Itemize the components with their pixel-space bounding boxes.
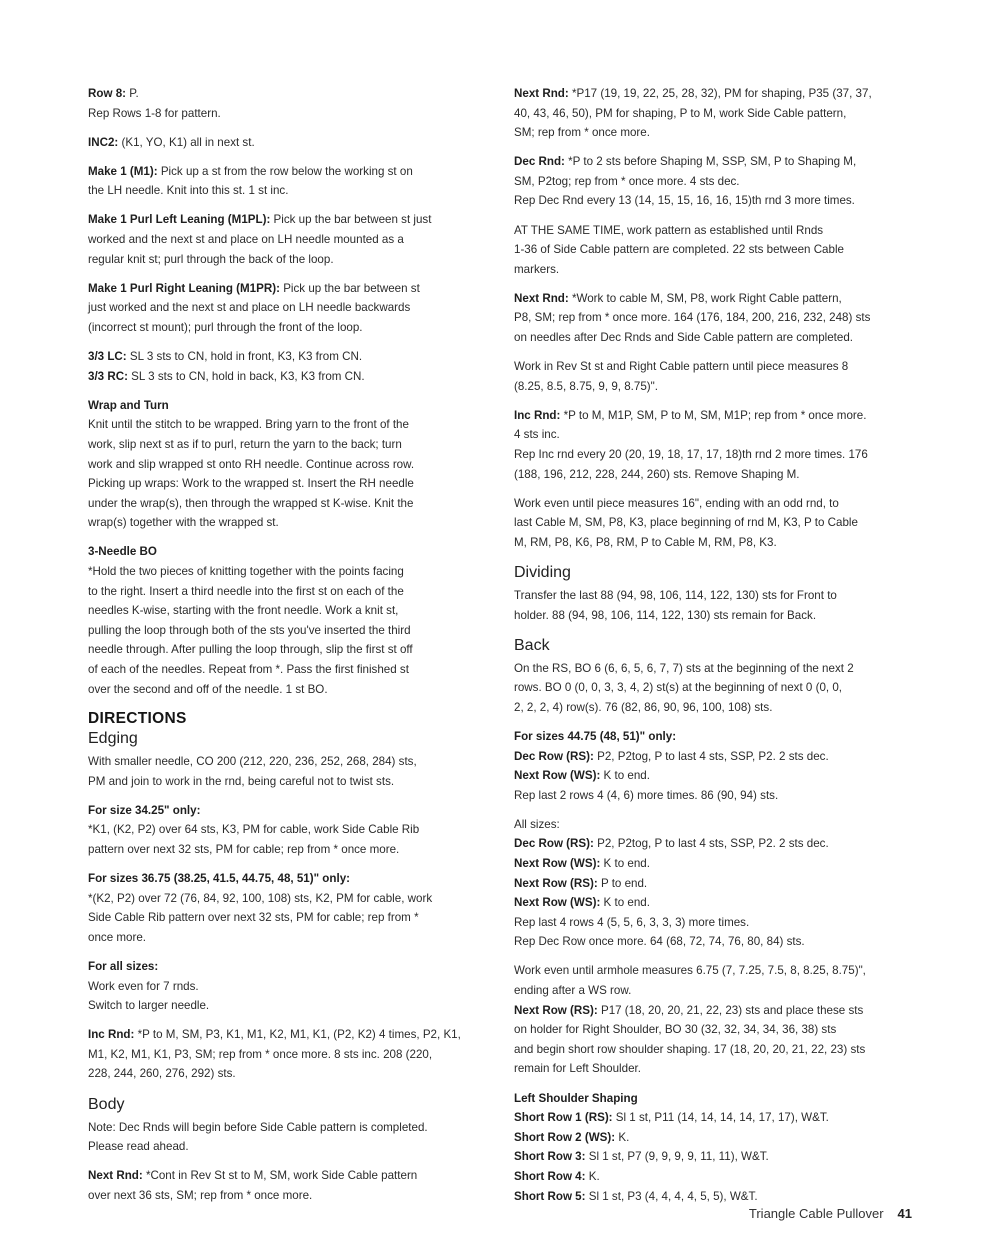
text-line: [88, 455, 488, 475]
body-text: work, slip next st as if to purl, return the yarn to the back; turn: [88, 437, 402, 451]
text-line: [514, 445, 914, 465]
body-text: SM; rep from * once more.: [514, 126, 650, 140]
text-line: [88, 162, 488, 182]
text-line: [88, 562, 488, 582]
term-label: Make 1 Purl Right Leaning (M1PR):: [88, 281, 280, 295]
body-text: pulling the loop through both of the sts you've inserted the third: [88, 623, 411, 637]
body-text: Work even until piece measures 16", ending with an odd rnd, to: [514, 496, 839, 510]
text-line: [514, 191, 914, 211]
page-footer: [749, 1206, 912, 1221]
text-line: [88, 279, 488, 299]
body-text: Sl 1 st, P11 (14, 14, 14, 14, 17, 17), W&T.: [612, 1111, 829, 1125]
instruction-paragraph: [514, 586, 914, 625]
body-text: *K1, (K2, P2) over 64 sts, K3, PM for cable, work Side Cable Rib: [88, 823, 420, 837]
text-line: [514, 981, 914, 1001]
text-line: [514, 494, 914, 514]
body-text: All sizes:: [514, 817, 560, 831]
body-text: On the RS, BO 6 (6, 6, 5, 6, 7, 7) sts at the beginning of the next 2: [514, 661, 854, 675]
term-label: 3/3 RC:: [88, 369, 128, 383]
text-line: [514, 606, 914, 626]
body-text: *Hold the two pieces of knitting together with the points facing: [88, 564, 404, 578]
text-line: [88, 133, 488, 153]
section-heading: Back: [514, 636, 550, 654]
body-text: (188, 196, 212, 228, 244, 260) sts. Remove Shaping M.: [514, 467, 800, 481]
text-line: [514, 533, 914, 553]
instruction-paragraph: [514, 289, 914, 348]
body-text: PM and join to work in the rnd, being careful not to twist sts.: [88, 774, 395, 788]
term-label: Next Rnd:: [514, 291, 569, 305]
term-label: Wrap and Turn: [88, 398, 169, 412]
text-line: [514, 425, 914, 445]
body-text: last Cable M, SM, P8, K3, place beginning of rnd M, K3, P to Cable: [514, 516, 858, 530]
body-text: SL 3 sts to CN, hold in front, K3, K3 from CN.: [126, 350, 363, 364]
text-line: [514, 815, 914, 835]
body-text: Pick up the bar between st just: [270, 213, 432, 227]
text-line: [514, 357, 914, 377]
text-line: [514, 406, 914, 426]
instruction-paragraph: [514, 961, 914, 1079]
instruction-paragraph: [88, 1118, 488, 1157]
text-line: [514, 586, 914, 606]
term-label: Next Row (WS):: [514, 769, 601, 783]
text-line: [514, 834, 914, 854]
body-text: rows. BO 0 (0, 0, 3, 3, 4, 2) st(s) at the beginning of next 0 (0, 0,: [514, 681, 843, 695]
term-label: Inc Rnd:: [514, 408, 561, 422]
text-line: [88, 601, 488, 621]
body-text: pattern over next 32 sts, PM for cable; rep from * once more.: [88, 843, 400, 856]
body-text: *Work to cable M, SM, P8, work Right Cable pattern,: [568, 291, 842, 305]
body-text: on holder for Right Shoulder, BO 30 (32, 32, 34, 34, 36, 38) sts: [514, 1023, 837, 1037]
text-line: [88, 752, 488, 772]
body-text: K to end.: [600, 769, 650, 783]
section-heading: Body: [88, 1095, 125, 1113]
term-label: INC2:: [88, 135, 119, 149]
body-text: Picking up wraps: Work to the wrapped st. Insert the RH needle: [88, 477, 414, 491]
body-text: just worked and the next st and place on LH needle backwards: [88, 301, 411, 315]
text-line: [514, 289, 914, 309]
term-label: Short Row 1 (RS):: [514, 1111, 613, 1125]
text-line: [514, 221, 914, 241]
text-line: [514, 1059, 914, 1079]
body-text: 2, 2, 2, 4) row(s). 76 (82, 86, 90, 96, 100, 108) sts.: [514, 700, 773, 714]
text-line: [514, 240, 914, 260]
text-line: [514, 104, 914, 124]
text-line: [514, 260, 914, 280]
instruction-paragraph: [514, 659, 914, 718]
body-text: to the right. Insert a third needle into the first st on each of the: [88, 584, 404, 598]
text-line: [88, 104, 488, 124]
text-line: [514, 172, 914, 192]
body-text: 4 sts inc.: [514, 428, 560, 442]
text-line: [514, 1187, 914, 1207]
body-text: Rep Dec Row once more. 64 (68, 72, 74, 76, 80, 84) sts.: [514, 935, 805, 949]
body-text: SM, P2tog; rep from * once more. 4 sts dec.: [514, 174, 740, 188]
text-line: [88, 1025, 488, 1045]
body-text: 228, 244, 260, 276, 292) sts.: [88, 1067, 236, 1081]
instruction-paragraph: [88, 1025, 488, 1084]
text-line: [88, 928, 488, 948]
text-line: [88, 801, 488, 821]
body-text: markers.: [514, 262, 560, 276]
body-text: Rep Inc rnd every 20 (20, 19, 18, 17, 17, 18)th rnd 2 more times. 176: [514, 448, 868, 461]
text-line: [88, 1045, 488, 1065]
text-line: [88, 869, 488, 889]
body-text: Rep last 2 rows 4 (4, 6) more times. 86 (90, 94) sts.: [514, 788, 779, 802]
text-line: [514, 328, 914, 348]
body-text: holder. 88 (94, 98, 106, 114, 122, 130) sts remain for Back.: [514, 608, 817, 622]
term-label: Make 1 Purl Left Leaning (M1PL):: [88, 213, 271, 227]
text-line: [514, 1108, 914, 1128]
body-text: *P to 2 sts before Shaping M, SSP, SM, P to Shaping M,: [564, 155, 857, 169]
body-text: Work in Rev St st and Right Cable pattern until piece measures 8: [514, 360, 849, 374]
body-text: Transfer the last 88 (94, 98, 106, 114, 122, 130) sts for Front to: [514, 588, 837, 602]
term-label: Inc Rnd:: [88, 1028, 135, 1042]
instruction-paragraph: [88, 957, 488, 1016]
text-line: [88, 474, 488, 494]
text-line: [88, 1118, 488, 1138]
body-text: *Cont in Rev St st to M, SM, work Side Cable pattern: [142, 1169, 418, 1183]
text-line: [88, 494, 488, 514]
footer-title: Triangle Cable Pullover: [748, 1206, 884, 1221]
term-label: For all sizes:: [88, 959, 159, 973]
text-line: [88, 977, 488, 997]
body-text: ending after a WS row.: [514, 984, 632, 998]
text-line: [514, 513, 914, 533]
body-text: K to end.: [600, 896, 650, 910]
text-line: [514, 932, 914, 952]
body-text: Work even until armhole measures 6.75 (7, 7.25, 7.5, 8, 8.25, 8.75)",: [514, 964, 866, 978]
body-text: K.: [585, 1169, 600, 1183]
body-text: Please read ahead.: [88, 1140, 189, 1154]
instruction-paragraph: [88, 347, 488, 386]
instruction-paragraph: [514, 727, 914, 805]
term-label: Next Row (RS):: [514, 876, 598, 890]
text-line: [88, 660, 488, 680]
instruction-paragraph: [514, 494, 914, 553]
text-line: [88, 230, 488, 250]
body-text: once more.: [88, 930, 146, 944]
body-text: Knit until the stitch to be wrapped. Bring yarn to the front of the: [88, 418, 409, 432]
body-text: M, RM, P8, K6, P8, RM, P to Cable M, RM, P8, K3.: [514, 535, 777, 549]
text-line: [88, 84, 488, 104]
body-text: Pick up a st from the row below the working st on: [157, 164, 413, 178]
text-line: [514, 123, 914, 143]
body-text: *P17 (19, 19, 22, 25, 28, 32), PM for shaping, P35 (37, 37,: [568, 87, 872, 100]
body-text: of each of the needles. Repeat from *. Pass the first finished st: [88, 662, 409, 676]
text-line: [88, 680, 488, 700]
body-text: remain for Left Shoulder.: [514, 1062, 641, 1076]
text-line: [88, 181, 488, 201]
instruction-paragraph: [514, 1089, 914, 1207]
instruction-paragraph: [514, 152, 914, 211]
body-text: Rep last 4 rows 4 (5, 5, 6, 3, 3, 3) more times.: [514, 915, 750, 929]
text-line: [514, 678, 914, 698]
text-line: [88, 996, 488, 1016]
instruction-paragraph: [88, 869, 488, 947]
body-text: 1-36 of Side Cable pattern are completed. 22 sts between Cable: [514, 243, 844, 257]
body-text: P2, P2tog, P to last 4 sts, SSP, P2. 2 sts dec.: [593, 749, 829, 763]
body-text: (incorrect st mount); purl through the front of the loop.: [88, 320, 363, 334]
instruction-paragraph: [88, 210, 488, 269]
text-line: [88, 1166, 488, 1186]
body-text: wrap(s) together with the wrapped st.: [88, 516, 279, 530]
term-label: Short Row 5:: [514, 1189, 586, 1203]
body-text: work and slip wrapped st onto RH needle. Continue across row.: [88, 457, 415, 471]
body-text: Sl 1 st, P7 (9, 9, 9, 9, 11, 11), W&T.: [585, 1150, 769, 1164]
body-text: P.: [126, 87, 139, 100]
term-label: Dec Rnd:: [514, 155, 565, 169]
text-line: [88, 415, 488, 435]
body-text: Side Cable Rib pattern over next 32 sts, PM for cable; rep from *: [88, 911, 419, 925]
body-text: (8.25, 8.5, 8.75, 9, 9, 8.75)".: [514, 379, 658, 393]
text-line: [88, 621, 488, 641]
body-text: on needles after Dec Rnds and Side Cable pattern are completed.: [514, 331, 854, 345]
instruction-paragraph: [88, 279, 488, 338]
text-line: [88, 396, 488, 416]
section-heading: Edging: [88, 730, 138, 748]
body-text: Note: Dec Rnds will begin before Side Cable pattern is completed.: [88, 1120, 428, 1134]
body-text: Work even for 7 rnds.: [88, 979, 199, 993]
text-line: [514, 1020, 914, 1040]
text-line: [514, 1040, 914, 1060]
body-text: and begin short row shoulder shaping. 17 (18, 20, 20, 21, 22, 23) sts: [514, 1042, 866, 1056]
body-text: 40, 43, 46, 50), PM for shaping, P to M, work Side Cable pattern,: [514, 106, 847, 120]
left-column: [88, 84, 488, 1215]
term-label: For sizes 36.75 (38.25, 41.5, 44.75, 48, 51)" only:: [88, 872, 350, 886]
body-text: P8, SM; rep from * once more. 164 (176, 184, 200, 216, 232, 248) sts: [514, 311, 871, 325]
body-text: AT THE SAME TIME, work pattern as established until Rnds: [514, 223, 824, 237]
text-line: [88, 957, 488, 977]
text-line: [514, 874, 914, 894]
text-line: [514, 84, 914, 104]
instruction-paragraph: [88, 84, 488, 123]
term-label: Dec Row (RS):: [514, 837, 594, 851]
text-line: [88, 1137, 488, 1157]
body-text: *P to M, SM, P3, K1, M1, K2, M1, K1, (P2, K2) 4 times, P2, K1,: [134, 1028, 461, 1042]
text-line: [88, 908, 488, 928]
body-text: P2, P2tog, P to last 4 sts, SSP, P2. 2 sts dec.: [593, 837, 829, 851]
text-line: [514, 961, 914, 981]
text-line: [88, 435, 488, 455]
text-line: [514, 698, 914, 718]
body-text: the LH needle. Knit into this st. 1 st inc.: [88, 184, 289, 198]
text-line: [514, 377, 914, 397]
body-text: worked and the next st and place on LH needle mounted as a: [88, 233, 404, 247]
text-line: [514, 308, 914, 328]
body-text: M1, K2, M1, K1, P3, SM; rep from * once more. 8 sts inc. 208 (220,: [88, 1047, 433, 1061]
term-label: For sizes 44.75 (48, 51)" only:: [514, 729, 677, 743]
text-line: [88, 1186, 488, 1206]
body-text: over next 36 sts, SM; rep from * once more.: [88, 1188, 313, 1202]
page-number: 41: [897, 1206, 912, 1221]
text-line: [88, 347, 488, 367]
body-text: Rep Rows 1-8 for pattern.: [88, 106, 221, 120]
body-text: With smaller needle, CO 200 (212, 220, 236, 252, 268, 284) sts,: [88, 755, 417, 769]
right-column: [514, 84, 914, 1216]
body-text: (K1, YO, K1) all in next st.: [118, 135, 255, 149]
term-label: 3/3 LC:: [88, 350, 127, 364]
instruction-paragraph: [88, 752, 488, 791]
body-text: P17 (18, 20, 20, 21, 22, 23) sts and place these sts: [597, 1003, 864, 1017]
term-label: Short Row 3:: [514, 1150, 586, 1164]
text-line: [514, 1001, 914, 1021]
body-text: over the second and off of the needle. 1 st BO.: [88, 682, 328, 696]
text-line: [514, 152, 914, 172]
instruction-paragraph: [88, 396, 488, 533]
instruction-paragraph: [88, 542, 488, 699]
text-line: [88, 1064, 488, 1084]
term-label: Next Rnd:: [88, 1169, 143, 1183]
body-text: needle through. After pulling the loop through, slip the first st off: [88, 643, 413, 657]
text-line: [514, 1128, 914, 1148]
text-line: [88, 250, 488, 270]
term-label: 3-Needle BO: [88, 545, 157, 559]
text-line: [88, 889, 488, 909]
body-text: SL 3 sts to CN, hold in back, K3, K3 from CN.: [127, 369, 365, 383]
text-line: [88, 772, 488, 792]
instruction-paragraph: [88, 1166, 488, 1205]
text-line: [88, 513, 488, 533]
text-line: [88, 210, 488, 230]
text-line: [514, 465, 914, 485]
text-line: [514, 727, 914, 747]
instruction-paragraph: [514, 84, 914, 143]
text-line: [88, 582, 488, 602]
term-label: Next Row (WS):: [514, 857, 601, 870]
text-line: [514, 766, 914, 786]
text-line: [88, 820, 488, 840]
term-label: Short Row 4:: [514, 1169, 586, 1183]
term-label: Row 8:: [88, 87, 127, 100]
body-text: regular knit st; purl through the back of the loop.: [88, 252, 334, 266]
term-label: Next Row (WS):: [514, 896, 601, 910]
term-label: Left Shoulder Shaping: [514, 1091, 638, 1105]
body-text: needles K-wise, starting with the front needle. Work a knit st,: [88, 604, 399, 618]
text-line: [88, 318, 488, 338]
body-text: Switch to larger needle.: [88, 999, 210, 1013]
text-line: [514, 659, 914, 679]
text-line: [514, 747, 914, 767]
instruction-paragraph: [88, 801, 488, 860]
directions-heading: DIRECTIONS: [88, 710, 187, 728]
term-label: Next Rnd:: [514, 87, 569, 100]
term-label: Next Row (RS):: [514, 1003, 598, 1017]
text-line: [88, 640, 488, 660]
text-line: [514, 1089, 914, 1109]
body-text: *(K2, P2) over 72 (76, 84, 92, 100, 108) sts, K2, PM for cable, work: [88, 891, 433, 905]
text-line: [514, 786, 914, 806]
text-line: [514, 854, 914, 874]
body-text: K to end.: [600, 857, 650, 870]
term-label: Dec Row (RS):: [514, 749, 594, 763]
body-text: *P to M, M1P, SM, P to M, SM, M1P; rep from * once more.: [560, 408, 867, 422]
text-line: [514, 1167, 914, 1187]
text-line: [88, 840, 488, 860]
term-label: Make 1 (M1):: [88, 164, 158, 178]
term-label: Short Row 2 (WS):: [514, 1130, 616, 1144]
text-line: [514, 913, 914, 933]
instruction-paragraph: [514, 221, 914, 280]
body-text: under the wrap(s), then through the wrapped st K-wise. Knit the: [88, 496, 414, 510]
section-heading: Dividing: [514, 563, 571, 581]
body-text: K.: [615, 1130, 630, 1144]
term-label: For size 34.25" only:: [88, 803, 201, 817]
instruction-paragraph: [514, 406, 914, 484]
text-line: [88, 298, 488, 318]
body-text: Rep Dec Rnd every 13 (14, 15, 15, 16, 16, 15)th rnd 3 more times.: [514, 194, 855, 208]
instruction-paragraph: [88, 162, 488, 201]
body-text: Pick up the bar between st: [279, 281, 420, 295]
text-line: [88, 542, 488, 562]
instruction-paragraph: [514, 357, 914, 396]
text-line: [88, 367, 488, 387]
text-line: [514, 1147, 914, 1167]
instruction-paragraph: [514, 815, 914, 952]
body-text: P to end.: [597, 876, 648, 890]
text-line: [514, 893, 914, 913]
body-text: Sl 1 st, P3 (4, 4, 4, 4, 5, 5), W&T.: [585, 1189, 758, 1203]
instruction-paragraph: [88, 133, 488, 153]
